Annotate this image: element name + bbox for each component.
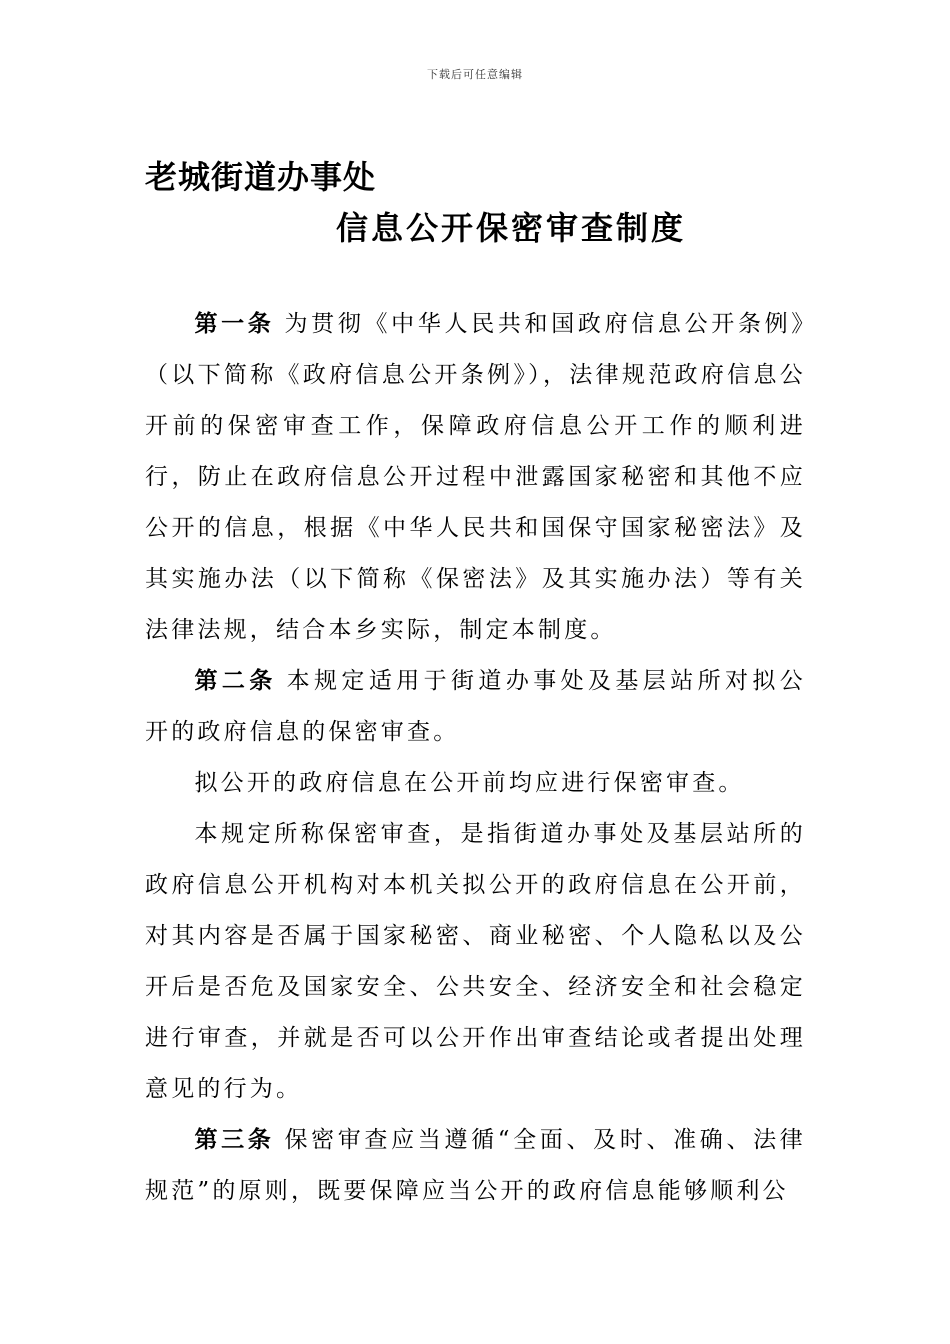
paragraph-text: 本规定适用于街道办事处及基层站所对拟公开的政府信息的保密审查。 [145,668,806,745]
paragraph-article-2 [145,656,806,758]
title-document: 信息公开保密审查制度 [336,209,687,247]
paragraph-article-1 [145,299,806,656]
paragraph-article-3 [145,1115,806,1217]
paragraph-review-definition [145,809,806,1115]
paragraph-text: 为贯彻《中华人民共和国政府信息公开条例》（以下简称《政府信息公开条例》），法律规范政府信息公开前的保密审查工作，保障政府信息公开工作的顺利进行，防止在政府信息公开过程中泄露国家秘密和其他不应公开的信息，根据《中华人民共和国保守国家秘密法》及其实施办法（以下简称《保密法》及其实施办法）等有关法律法规，结合本乡实际，制定本制度。 [145,311,806,643]
title-organization: 老城街道办事处 [145,158,377,196]
article-label: 第一条 [194,311,275,337]
paragraph-text: 保密审查应当遵循“全面、及时、准确、法律规范”的原则，既要保障应当公开的政府信息能够顺利公 [145,1127,806,1204]
paragraph-review-requirement [145,758,806,809]
header-note: 下载后可任意编辑 [427,68,523,81]
paragraph-text: 拟公开的政府信息在公开前均应进行保密审查。 [194,770,745,796]
paragraph-text: 本规定所称保密审查，是指街道办事处及基层站所的政府信息公开机构对本机关拟公开的政府信息在公开前，对其内容是否属于国家秘密、商业秘密、个人隐私以及公开后是否危及国家安全、公共安全、经济安全和社会稳定进行审查，并就是否可以公开作出审查结论或者提出处理意见的行为。 [145,821,806,1102]
article-label: 第二条 [194,668,277,694]
article-label: 第三条 [194,1127,275,1153]
document-body [145,299,806,1217]
